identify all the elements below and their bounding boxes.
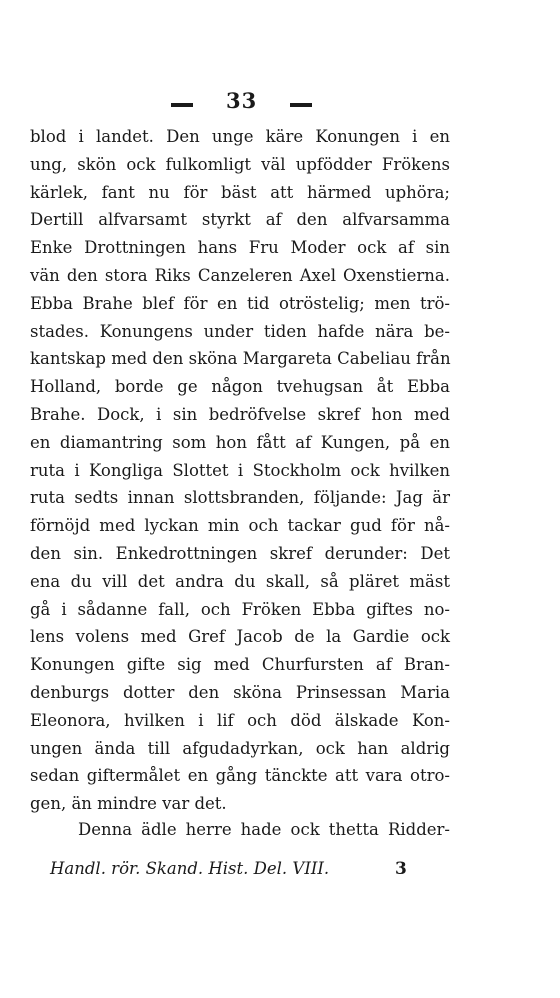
text-line: ung, skön ock fulkomligt väl upfödder Frökens (30, 154, 450, 174)
text-line: Enke Drottningen hans Fru Moder ock af sin (30, 238, 450, 258)
text-line: ungen ända till afgudadyrkan, ock han aldrig (30, 738, 450, 758)
page-number: 33 (226, 88, 258, 113)
header-dash-left (171, 103, 193, 107)
text-line: ruta i Kongliga Slottet i Stockholm ock hvilken (30, 460, 450, 480)
footer-reference: Handl. rör. Skand. Hist. Del. VIII. (50, 859, 330, 878)
next-paragraph-line: Denna ädle herre hade ock thetta Ridder- (78, 820, 450, 839)
text-line: förnöjd med lyckan min och tackar gud för nå- (30, 516, 450, 536)
text-line: en diamantring som hon fått af Kungen, på en (30, 432, 450, 452)
text-line: kantskap med den sköna Margareta Cabeliau från (30, 349, 451, 369)
text-line: Dertill alfvarsamt styrkt af den alfvarsamma (30, 210, 450, 230)
text-line: blod i landet. Den unge käre Konungen i en (30, 127, 450, 146)
text-line: stades. Konungens under tiden hafde nära be- (30, 321, 450, 341)
text-line: gå i sådanne fall, och Fröken Ebba giftes no- (30, 599, 450, 619)
text-line: Eleonora, hvilken i lif och död älskade Kon- (30, 710, 450, 730)
text-line: Brahe. Dock, i sin bedröfvelse skref hon med (30, 404, 450, 424)
text-line: lens volens med Gref Jacob de la Gardie ock (30, 627, 450, 647)
text-line: vän den stora Riks Canzeleren Axel Oxenstierna. (30, 265, 450, 285)
body-text (30, 123, 450, 818)
text-line: sedan giftermålet en gång tänckte att vara otro- (30, 766, 450, 786)
text-line: ruta sedts innan slottsbranden, följande: Jag är (30, 488, 450, 508)
text-line: den sin. Enkedrottningen skref derunder: Det (30, 543, 450, 563)
page-header (0, 88, 560, 118)
text-line: Ebba Brahe blef för en tid otröstelig; men trö- (30, 293, 450, 313)
text-line: denburgs dotter den sköna Prinsessan Maria (30, 682, 450, 702)
text-line: ena du vill det andra du skall, så pläret mäst (30, 571, 450, 591)
text-line: Konungen gifte sig med Churfursten af Bran- (30, 655, 450, 675)
text-line: gen, än mindre var det. (30, 794, 227, 814)
signature-mark: 3 (395, 859, 407, 879)
text-line: Holland, borde ge någon tvehugsan åt Ebba (30, 377, 450, 397)
header-dash-right (290, 103, 312, 107)
text-line: kärlek, fant nu för bäst att härmed uphöra; (30, 182, 450, 202)
